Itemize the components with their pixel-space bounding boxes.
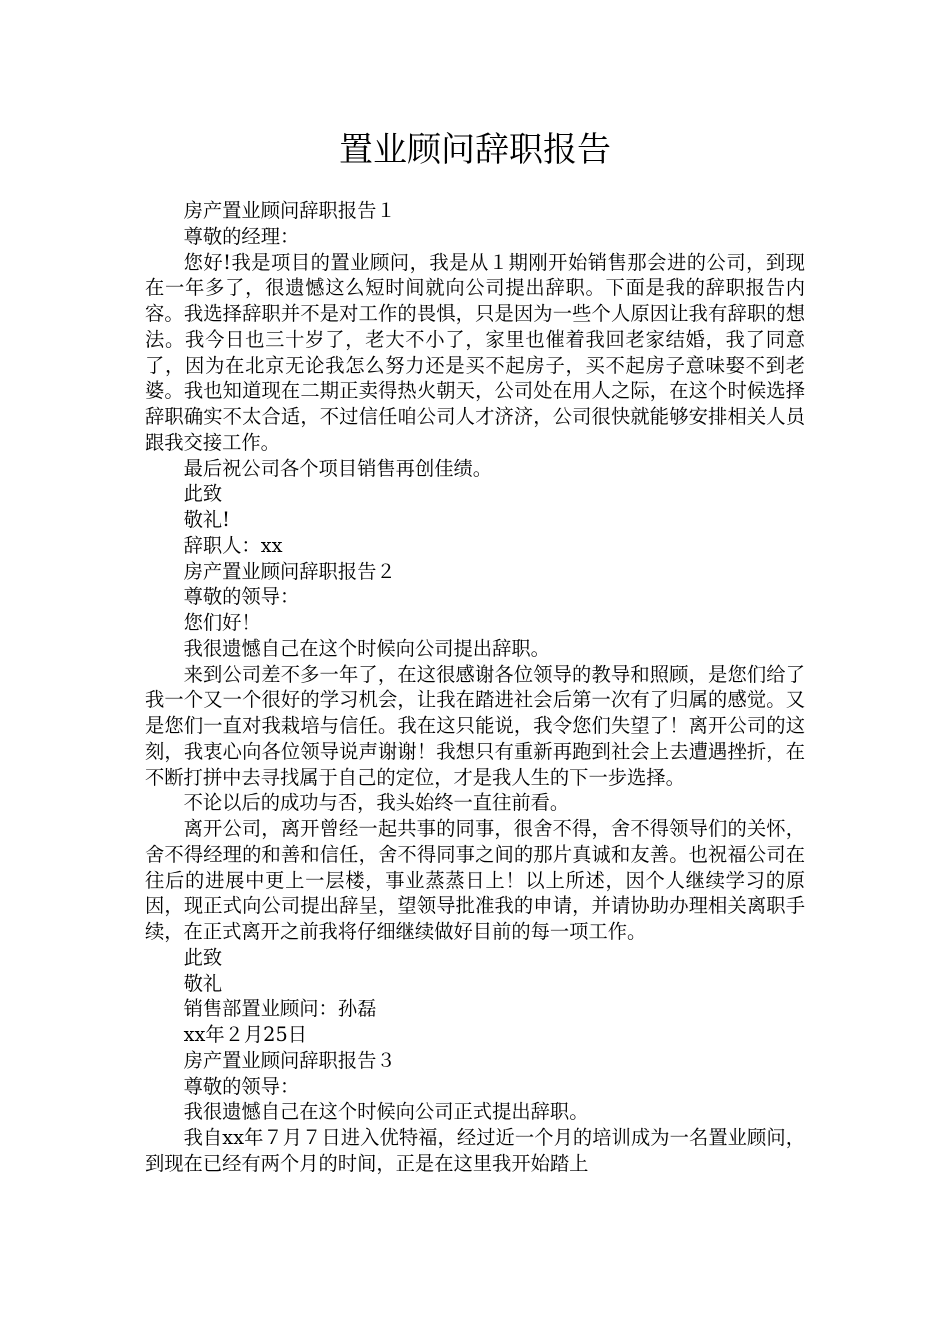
section-heading-3: 房产置业顾问辞职报告３ [183,1048,396,1072]
section-heading-2: 房产置业顾问辞职报告２ [183,559,396,583]
paragraph: 我很遗憾自己在这个时候向公司提出辞职。 [183,636,550,660]
paragraph: 来到公司差不多一年了，在这很感谢各位领导的教导和照顾，是您们给了我一个又一个很好的学习机会，让我在踏进社会后第一次有了归属的感觉。又是您们一直对我栽培与信任。我在这只能说，我令您们失望了！离开公司的这刻，我衷心向各位领导说声谢谢！我想只有重新再跑到社会上去遭遇挫折，在不断打拼中去寻找属于自己的定位，才是我人生的下一步选择。 [145,662,805,789]
document-body [145,198,805,1177]
signature: 销售部置业顾问：孙磊 [183,997,377,1021]
document-title: 置业顾问辞职报告 [339,130,611,170]
paragraph: 不论以后的成功与否，我头始终一直往前看。 [183,791,570,815]
closing: 此致 [183,482,223,506]
closing: 敬礼! [183,508,230,531]
salutation: 尊敬的领导： [183,585,300,609]
signature: 辞职人：xx [183,533,283,557]
paragraph: 您好!我是项目的置业顾问，我是从１期刚开始销售那会进的公司，到现在一年多了，很遗憾这么短时间就向公司提出辞职。下面是我的辞职报告内容。我选择辞职并不是对工作的畏惧，只是因为一些个人原因让我有辞职的想法。我今日也三十岁了，老大不小了，家里也催着我回老家结婚，我了同意了，因为在北京无论我怎么努力还是买不起房子，买不起房子意味娶不到老婆。我也知道现在二期正卖得热火朝天，公司处在用人之际，在这个时候选择辞职确实不太合适，不过信任咱公司人才济济，公司很快就能够安排相关人员跟我交接工作。 [145,250,805,454]
paragraph: 我很遗憾自己在这个时候向公司正式提出辞职。 [183,1100,589,1124]
salutation: 尊敬的领导： [183,1074,300,1098]
date: xx年２月25日 [183,1023,308,1046]
section-heading-1: 房产置业顾问辞职报告１ [183,199,396,222]
salutation: 尊敬的经理： [183,224,300,248]
paragraph: 我自xx年７月７日进入优特福，经过近一个月的培训成为一名置业顾问，到现在已经有两个月的时间，正是在这里我开始踏上 [145,1126,805,1175]
closing: 敬礼 [183,971,223,995]
paragraph: 离开公司，离开曾经一起共事的同事，很舍不得，舍不得领导们的关怀，舍不得经理的和善和信任，舍不得同事之间的那片真诚和友善。也祝福公司在往后的进展中更上一层楼，事业蒸蒸日上！以上所述，因个人继续学习的原因，现正式向公司提出辞呈，望领导批准我的申请，并请协助办理相关离职手续，在正式离开之前我将仔细继续做好目前的每一项工作。 [145,817,805,943]
closing: 此致 [183,945,223,969]
greeting: 您们好！ [183,611,261,634]
paragraph: 最后祝公司各个项目销售再创佳绩。 [183,456,493,480]
